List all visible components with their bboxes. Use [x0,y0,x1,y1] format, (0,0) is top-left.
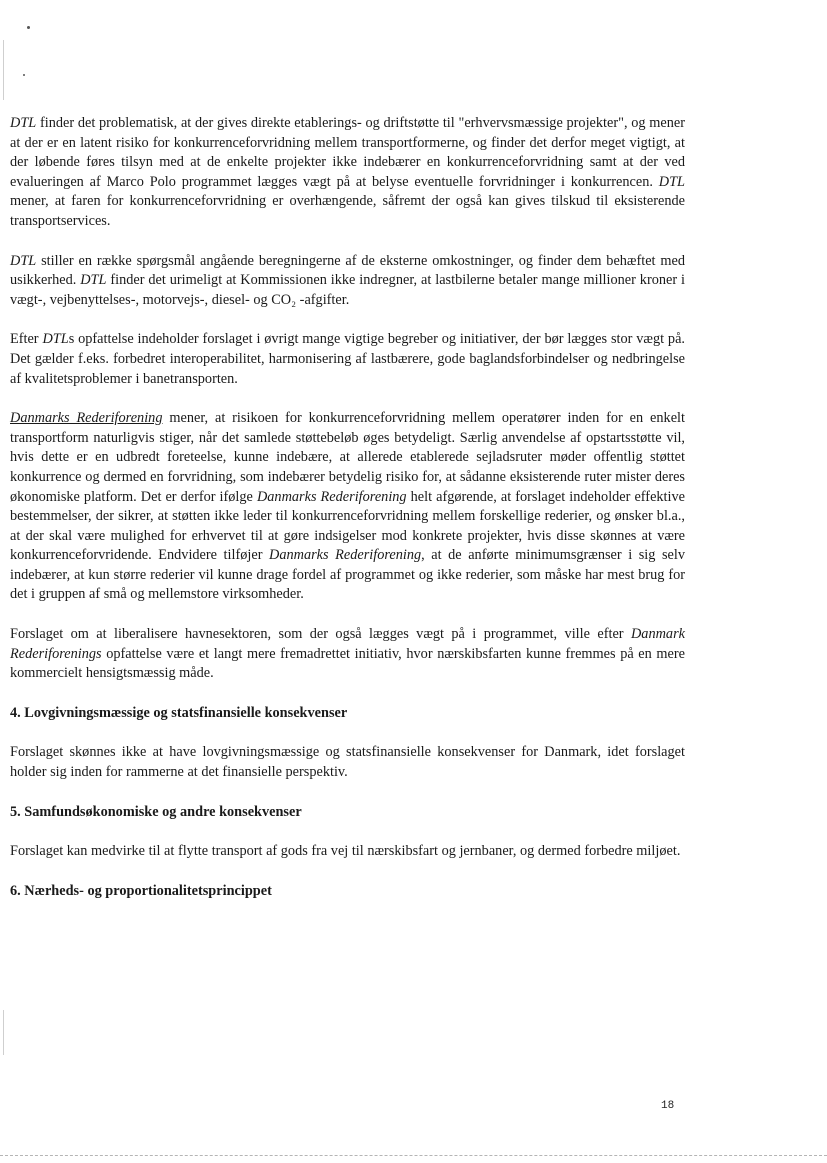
scan-edge-line [3,1010,4,1055]
section-body-4: Forslaget skønnes ikke at have lovgivningsmæssige og statsfinansielle konsekvenser for Danmark, idet forslaget holder sig inden for rammerne at det finansielle perspektiv. [10,744,685,781]
scan-speck [27,26,30,29]
paragraph-dtl-support: DTL finder det problematisk, at der gives direkte etablerings- og driftstøtte til "erhvervsmæssige projekter", og mener at der er en latent risiko for konkurrenceforvridning mellem transportformerne, og finder det derfor meget vigtigt, at der løbende føres tilsyn med at de enkelte projekter ikke indebærer en konkurrenceforvridning samt at der ved evalueringen af Marco Polo programmet lægges vægt på at belyse eventuelle forvridninger i konkurrencen. DTL mener, at faren for konkurrenceforvridning er overhængende, såfremt der også kan gives tilskud til eksisterende transportservices. [10,115,685,229]
scan-bottom-edge [0,1155,827,1156]
section-heading-5: 5. Samfundsøkonomiske og andre konsekvenser [10,803,302,820]
paragraph-dtl-costs: DTL stiller en række spørgsmål angående beregningerne af de eksterne omkostninger, og finder dem behæftet med usikkerhed. DTL finder det urimeligt at Kommissionen ikke indregner, at lastbilerne betaler mange millioner kroner i vægt-, vejbenyttelses-, motorvejs-, diesel- og CO₂ -afgifter. [10,252,685,308]
intro-paragraphs [10,114,685,684]
paragraph-rederiforening: Danmarks Rederiforening mener, at risikoen for konkurrenceforvridning mellem operatører inden for en enkelt transportform naturligvis stiger, når det samlede støttebeløb øges betydeligt. Særlig anvendelse af opstartsstøtte vil, hvis dette er en udbredt foreteelse, kunne indebære, at allerede etablerede sejladsruter møder offentlig støttet konkurrence og dermed en forvridning, som indebærer betydelig risiko for, at sådanne eksisterende ruter mister deres økonomiske platform. Det er derfor ifølge Danmarks Rederiforening helt afgørende, at forslaget indeholder effektive bestemmelser, der sikrer, at støtten ikke leder til konkurrenceforvridning mellem forskellige rederier, og ønsker bl.a., at der skal være mulighed for erhvervet til at gøre indsigelser mod konkrete projekter, hvis disse skønnes at være konkurrenceforvridende. Endvidere tilføjer Danmarks Rederiforening, at de anførte minimumsgrænser i sig selv indebærer, at kun større rederier vil kunne drage fordel af programmet og ikke rederier, som måske har mest brug for det i gruppen af små og mellemstore virksomheder. [10,410,685,603]
page-number: 18 [661,1100,675,1112]
scan-edge-line [3,40,4,100]
paragraph-havnesektor: Forslaget om at liberalisere havnesektoren, som der også lægges vægt på i programmet, ville efter Danmark Rederiforenings opfattelse være et langt mere fremadrettet initiativ, hvor nærskibsfarten kunne fremmes på en mere kommercielt hensigtsmæssig måde. [10,626,685,682]
section-heading-4: 4. Lovgivningsmæssige og statsfinansielle konsekvenser [10,704,348,721]
document-body [10,114,685,921]
section-body-5: Forslaget kan medvirke til at flytte transport af gods fra vej til nærskibsfart og jernbaner, og dermed forbedre miljøet. [10,843,681,860]
scan-speck [23,74,25,76]
paragraph-dtl-initiatives: Efter DTLs opfattelse indeholder forslaget i øvrigt mange vigtige begreber og initiativer, der bør lægges stor vægt på. Det gælder f.eks. forbedret interoperabilitet, harmonisering af lastbærere, gode baglandsforbindelser og nedbringelse af kvalitetsproblemer i banetransporten. [10,331,686,387]
section-heading-6: 6. Nærheds- og proportionalitetsprincippet [10,882,272,899]
